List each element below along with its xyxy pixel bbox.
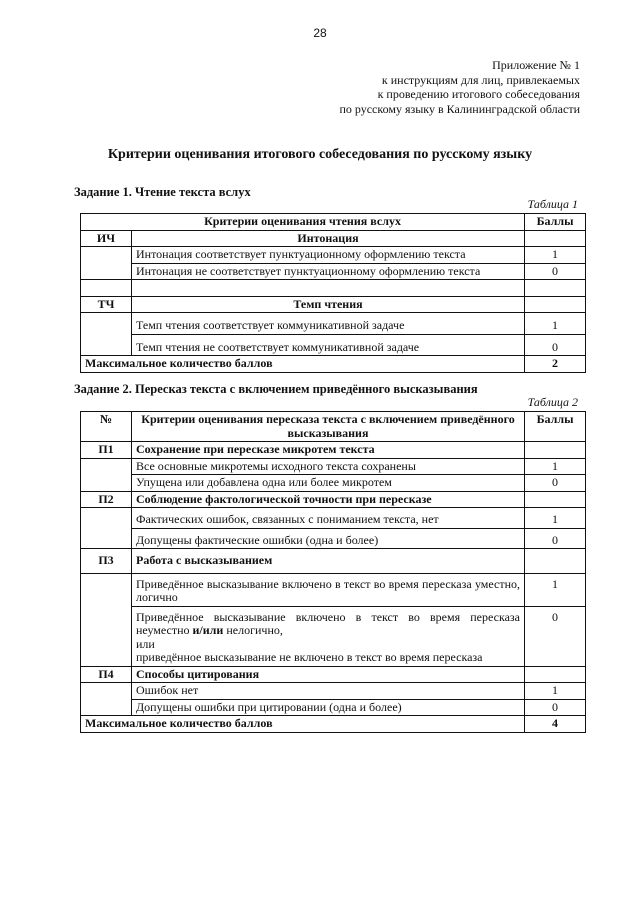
table1-caption: Таблица 1 (527, 197, 578, 211)
score-cell: 0 (525, 606, 586, 666)
score-cell (525, 442, 586, 459)
criterion-text-part: нелогично, (223, 623, 283, 637)
score-cell: 1 (525, 573, 586, 606)
task1-title: Задание 1. Чтение текста вслух (74, 185, 251, 199)
empty-cell (81, 280, 132, 297)
criterion-text: Темп чтения не соответствует коммуникативной задаче (132, 334, 525, 356)
score-cell: 0 (525, 699, 586, 716)
group-row (81, 549, 586, 574)
score-cell: 1 (525, 313, 586, 335)
criterion-name: Интонация (132, 230, 525, 247)
table-row (81, 334, 586, 356)
header-score: Баллы (525, 214, 586, 231)
max-label: Максимальное количество баллов (81, 716, 525, 733)
header-num: № (81, 412, 132, 442)
table-row (81, 458, 586, 475)
score-cell: 1 (525, 247, 586, 264)
empty-cell (81, 313, 132, 356)
criterion-text-part: приведённое высказывание не включено в текст во время пересказа (136, 650, 483, 664)
criterion-name: Соблюдение фактологической точности при пересказе (132, 491, 525, 508)
annex-line: к инструкциям для лиц, привлекаемых (381, 72, 580, 87)
group-row (81, 491, 586, 508)
criterion-text: Интонация соответствует пунктуационному оформлению текста (132, 247, 525, 264)
score-cell: 0 (525, 528, 586, 549)
criterion-code: П3 (81, 549, 132, 574)
score-cell (525, 296, 586, 313)
annex-line: к проведению итогового собеседования (377, 87, 580, 101)
max-row (81, 716, 586, 733)
header-score: Баллы (525, 412, 586, 442)
table2 (80, 411, 586, 733)
criterion-text: Фактических ошибок, связанных с пониманием текста, нет (132, 508, 525, 529)
score-cell: 0 (525, 334, 586, 356)
page-number: 28 (313, 26, 327, 40)
empty-cell (81, 508, 132, 549)
criterion-text-or: или (136, 636, 155, 651)
header-criteria: Критерии оценивания пересказа текста с включением приведённого высказывания (132, 412, 525, 442)
criterion-code: П4 (81, 666, 132, 683)
max-score: 4 (525, 716, 586, 733)
criterion-text-emphasis: и/или (192, 623, 224, 637)
criterion-text: Интонация не соответствует пунктуационному оформлению текста (132, 263, 525, 280)
max-row (81, 356, 586, 373)
empty-cell (81, 573, 132, 666)
task2-title: Задание 2. Пересказ текста с включением приведённого высказывания (74, 382, 478, 396)
score-cell: 1 (525, 508, 586, 529)
score-cell: 1 (525, 683, 586, 700)
annex-line: Приложение № 1 (492, 58, 580, 72)
group-row (81, 230, 586, 247)
table-row (81, 280, 586, 297)
criterion-text: Допущены ошибки при цитировании (одна и более) (132, 699, 525, 716)
criterion-text: Приведённое высказывание включено в текст во время пересказа уместно, логично (132, 573, 525, 606)
max-label: Максимальное количество баллов (81, 356, 525, 373)
table-header-row (81, 412, 586, 442)
score-cell: 0 (525, 263, 586, 280)
table-row (81, 573, 586, 606)
score-cell: 0 (525, 475, 586, 492)
criterion-name: Темп чтения (132, 296, 525, 313)
criterion-code: ТЧ (81, 296, 132, 313)
criterion-code: П1 (81, 442, 132, 459)
criterion-code: ИЧ (81, 230, 132, 247)
annex-block (339, 58, 580, 116)
criterion-text: Темп чтения соответствует коммуникативной задаче (132, 313, 525, 335)
score-cell (525, 549, 586, 574)
table-row (81, 247, 586, 264)
header-criteria: Критерии оценивания чтения вслух (81, 214, 525, 231)
criterion-name: Способы цитирования (132, 666, 525, 683)
table-row (81, 475, 586, 492)
empty-cell (81, 458, 132, 491)
criterion-text: Ошибок нет (132, 683, 525, 700)
empty-cell (81, 247, 132, 280)
criterion-text-part: Приведённое высказывание включено в текст во время пересказа неуместно (136, 609, 520, 637)
criterion-text: Упущена или добавлена одна или более микротем (132, 475, 525, 492)
table-row (81, 683, 586, 700)
criterion-text: Все основные микротемы исходного текста сохранены (132, 458, 525, 475)
score-cell (525, 666, 586, 683)
table-row (81, 606, 586, 666)
page-title: Критерии оценивания итогового собеседования по русскому языку (107, 147, 533, 162)
table-row (81, 528, 586, 549)
table-row (81, 313, 586, 335)
empty-cell (132, 280, 525, 297)
group-row (81, 442, 586, 459)
group-row (81, 296, 586, 313)
criterion-code: П2 (81, 491, 132, 508)
criterion-text: Допущены фактические ошибки (одна и более) (132, 528, 525, 549)
score-cell: 1 (525, 458, 586, 475)
max-score: 2 (525, 356, 586, 373)
score-cell (525, 230, 586, 247)
table-row (81, 508, 586, 529)
table2-caption: Таблица 2 (527, 395, 578, 409)
score-cell (525, 280, 586, 297)
table1 (80, 213, 586, 373)
criterion-name: Сохранение при пересказе микротем текста (132, 442, 525, 459)
empty-cell (81, 683, 132, 716)
table-row (81, 263, 586, 280)
table-row (81, 699, 586, 716)
annex-line: по русскому языку в Калининградской области (339, 101, 580, 116)
group-row (81, 666, 586, 683)
score-cell (525, 491, 586, 508)
table-header-row (81, 214, 586, 231)
criterion-name: Работа с высказыванием (132, 549, 525, 574)
criterion-text (132, 606, 525, 666)
